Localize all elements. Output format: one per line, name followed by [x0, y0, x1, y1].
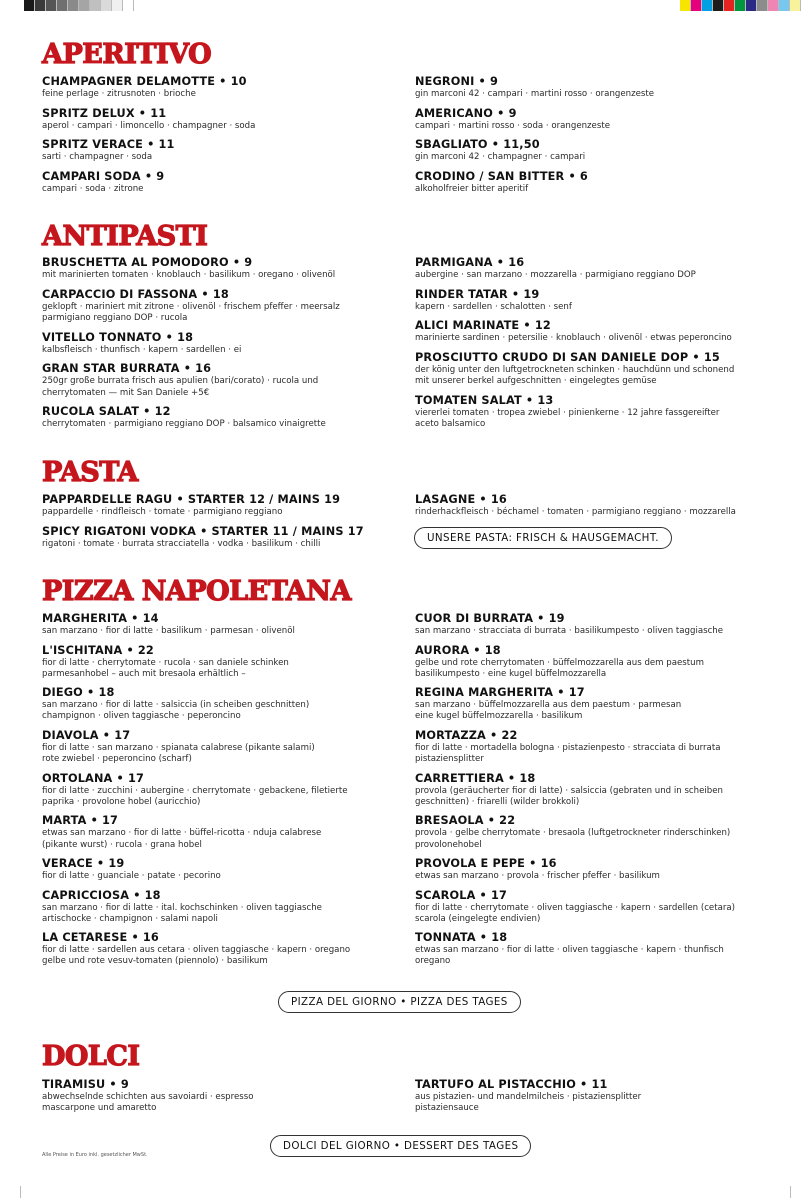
menu-item-name: LASAGNE • 16 — [415, 493, 507, 506]
color-swatch — [691, 0, 702, 11]
menu-item — [415, 644, 780, 680]
menu-item — [415, 319, 780, 344]
menu-item — [415, 170, 780, 195]
menu-item-name: SCAROLA • 17 — [415, 888, 508, 902]
price-footnote: Alle Preise in Euro inkl. gesetzlicher MwSt. — [42, 1152, 148, 1158]
menu-item-description: cherrytomaten · parmigiano reggiano DOP · balsamico vinaigrette — [42, 419, 326, 430]
crop-mark-bottom-left — [20, 1186, 21, 1198]
menu-item-description: sarti · champagner · soda — [42, 152, 153, 163]
menu-item-name: VERACE • 19 — [42, 857, 125, 871]
color-swatch — [123, 0, 134, 11]
menu-item-name: L'ISCHITANA • 22 — [42, 643, 154, 657]
menu-item-name: DIEGO • 18 — [42, 686, 115, 700]
menu-item-description: fior di latte · guanciale · patate · pecorino — [42, 871, 221, 882]
menu-item-description: san marzano · fior di latte · basilikum · parmesan · olivenöl — [42, 626, 295, 636]
menu-item-description: alkoholfreier bitter aperitif — [415, 184, 529, 195]
dessert-of-the-day-badge: DOLCI DEL GIORNO • DESSERT DES TAGES — [270, 1135, 531, 1157]
pasta-left-column — [42, 493, 402, 550]
menu-item-description: gin marconi 42 · champagner · campari — [415, 152, 586, 163]
menu-item-description: kapern · sardellen · schalotten · senf — [415, 301, 572, 312]
menu-item — [415, 256, 780, 281]
menu-item-description: feine perlage · zitrusnoten · brioche — [42, 89, 196, 99]
menu-item — [42, 405, 402, 430]
menu-item-description: campari · soda · zitrone — [42, 184, 144, 195]
pizza-of-the-day-badge: PIZZA DEL GIORNO • PIZZA DES TAGES — [278, 991, 521, 1013]
menu-item-description: provola · gelbe cherrytomate · bresaola (luftgetrockneter rinderschinken) provolonehobel — [415, 828, 731, 850]
color-swatch — [46, 0, 57, 11]
pizza-right-column — [415, 612, 780, 968]
menu-item-name: REGINA MARGHERITA • 17 — [415, 686, 585, 700]
menu-item — [415, 772, 780, 808]
menu-item-name: PARMIGANA • 16 — [415, 256, 525, 269]
menu-item — [415, 288, 780, 313]
aperitivo-left-column — [42, 75, 402, 195]
menu-item-description: fior di latte · mortadella bologna · pistazienpesto · stracciata di burrata pistaziensplitter — [415, 742, 721, 765]
color-swatch — [35, 0, 46, 11]
menu-item-name: BRUSCHETTA AL POMODORO • 9 — [42, 256, 253, 269]
menu-item — [42, 729, 402, 765]
menu-item-name: CRODINO / SAN BITTER • 6 — [415, 170, 588, 184]
color-swatch — [90, 0, 101, 11]
menu-item-description: 250gr große burrata frisch aus apulien (bari/corato) · rucola und cherrytomaten — mit San Daniele +5€ — [42, 376, 319, 398]
menu-item-name: SPICY RIGATONI VODKA • STARTER 11 / MAINS 17 — [42, 524, 364, 538]
menu-item-name: SPRITZ DELUX • 11 — [42, 106, 167, 120]
antipasti-left-column — [42, 256, 402, 430]
menu-item-description: fior di latte · zucchini · aubergine · cherrytomate · gebackene, filetierte paprika · provolone hobel (auricchio) — [42, 785, 348, 807]
section-title-antipasti: ANTIPASTI — [42, 221, 208, 252]
color-swatch — [680, 0, 691, 11]
menu-item-description: campari · martini rosso · soda · orangenzeste — [415, 120, 610, 131]
menu-item-name: CHAMPAGNER DELAMOTTE • 10 — [42, 75, 247, 88]
menu-item-description: rigatoni · tomate · burrata stracciatella · vodka · basilikum · chilli — [42, 538, 321, 549]
color-swatch — [735, 0, 746, 11]
antipasti-right-column — [415, 256, 780, 430]
menu-item — [415, 138, 780, 163]
menu-item — [42, 170, 402, 195]
menu-item-name: GRAN STAR BURRATA • 16 — [42, 362, 212, 376]
menu-item-name: NEGRONI • 9 — [415, 75, 499, 88]
menu-item — [415, 394, 780, 430]
menu-item — [42, 525, 402, 550]
menu-item-name: TOMATEN SALAT • 13 — [415, 394, 554, 408]
menu-item-description: kalbsfleisch · thunfisch · kapern · sardellen · ei — [42, 344, 242, 355]
menu-item-description: san marzano · fior di latte · ital. kochschinken · oliven taggiasche artischocke · champignon · salami napoli — [42, 902, 322, 924]
menu-item-name: TONNATA • 18 — [415, 931, 508, 945]
menu-item — [42, 493, 402, 518]
menu-item — [42, 612, 402, 637]
menu-item — [415, 351, 780, 387]
menu-item — [42, 931, 402, 967]
menu-item — [42, 362, 402, 398]
menu-item-name: VITELLO TONNATO • 18 — [42, 330, 194, 344]
menu-item-description: rinderhackfleisch · béchamel · tomaten · parmigiano reggiano · mozzarella — [415, 507, 736, 517]
menu-item — [42, 138, 402, 163]
color-swatch — [57, 0, 68, 11]
menu-item-description: viererlei tomaten · tropea zwiebel · pinienkerne · 12 jahre fassgereifter aceto balsamico — [415, 408, 720, 430]
menu-item — [415, 107, 780, 132]
menu-item-description: etwas san marzano · fior di latte · büffel-ricotta · nduja calabrese (pikante wurst) · rucola · grana hobel — [42, 828, 322, 850]
section-title-pizza-napoletana: PIZZA NAPOLETANA — [42, 576, 351, 607]
color-swatch — [790, 0, 801, 11]
menu-item-name: CARPACCIO DI FASSONA • 18 — [42, 287, 229, 301]
section-title-dolci: DOLCI — [42, 1041, 140, 1072]
menu-item-description: aubergine · san marzano · mozzarella · parmigiano reggiano DOP — [415, 270, 696, 280]
menu-item-name: TARTUFO AL PISTACCHIO • 11 — [415, 1078, 608, 1091]
grayscale-color-bar — [24, 0, 134, 11]
color-swatch — [768, 0, 779, 11]
color-swatch — [112, 0, 123, 11]
menu-item — [415, 889, 780, 925]
menu-item — [42, 256, 402, 281]
color-swatch — [713, 0, 724, 11]
menu-item — [42, 644, 402, 680]
menu-item — [42, 814, 402, 850]
menu-item-description: fior di latte · cherrytomate · oliven taggiasche · kapern · sardellen (cetara) scarola (eingelegte endivien) — [415, 902, 735, 924]
menu-item — [415, 729, 780, 765]
menu-item-name: RINDER TATAR • 19 — [415, 287, 540, 301]
menu-item — [415, 931, 780, 967]
menu-item — [42, 288, 402, 324]
menu-item — [415, 814, 780, 850]
menu-item-description: gin marconi 42 · campari · martini rosso · orangenzeste — [415, 89, 655, 99]
menu-item-name: MARGHERITA • 14 — [42, 612, 159, 625]
menu-item-name: RUCOLA SALAT • 12 — [42, 405, 171, 419]
color-swatch — [724, 0, 735, 11]
menu-item-name: AURORA • 18 — [415, 643, 501, 657]
menu-item-name: MORTAZZA • 22 — [415, 728, 518, 742]
menu-item — [42, 686, 402, 722]
pizza-left-column — [42, 612, 402, 968]
menu-item — [42, 107, 402, 132]
menu-item-name: MARTA • 17 — [42, 814, 119, 828]
menu-item-name: LA CETARESE • 16 — [42, 931, 159, 945]
menu-item — [42, 857, 402, 882]
menu-item-description: geklopft · mariniert mit zitrone · olivenöl · frischem pfeffer · meersalz parmigiano reggiano DOP · rucola — [42, 301, 340, 323]
color-swatch — [702, 0, 713, 11]
menu-item-name: CAMPARI SODA • 9 — [42, 170, 165, 184]
menu-item-name: SBAGLIATO • 11,50 — [415, 138, 540, 152]
menu-item-description: etwas san marzano · fior di latte · oliven taggiasche · kapern · thunfisch oregano — [415, 945, 724, 967]
menu-item-name: CAPRICCIOSA • 18 — [42, 888, 161, 902]
menu-item-name: BRESAOLA • 22 — [415, 814, 516, 828]
menu-item-description: pappardelle · rindfleisch · tomate · parmigiano reggiano — [42, 507, 283, 517]
menu-item-description: aus pistazien- und mandelmilcheis · pistaziensplitter pistaziensauce — [415, 1092, 642, 1114]
cmyk-color-bar — [680, 0, 801, 11]
menu-item — [415, 686, 780, 722]
menu-item-name: PAPPARDELLE RAGU • STARTER 12 / MAINS 19 — [42, 493, 341, 506]
color-swatch — [779, 0, 790, 11]
menu-item-description: fior di latte · san marzano · spianata calabrese (pikante salami) rote zwiebel · peperoncino (scharf) — [42, 742, 315, 765]
color-swatch — [757, 0, 768, 11]
menu-item — [415, 75, 780, 100]
menu-item-name: CARRETTIERA • 18 — [415, 771, 536, 785]
crop-mark-bottom-right — [790, 1186, 791, 1198]
menu-item-description: san marzano · fior di latte · salsiccia (in scheiben geschnitten) champignon · oliven taggiasche · peperoncino — [42, 700, 310, 722]
menu-item-description: san marzano · stracciata di burrata · basilikumpesto · oliven taggiasche — [415, 626, 724, 636]
color-swatch — [68, 0, 79, 11]
menu-item-name: SPRITZ VERACE • 11 — [42, 138, 175, 152]
menu-item-description: gelbe und rote cherrytomaten · büffelmozzarella aus dem paestum basilikumpesto · eine kugel büffelmozzarella — [415, 657, 704, 679]
menu-item-name: ORTOLANA • 17 — [42, 771, 145, 785]
menu-item — [415, 493, 780, 518]
pasta-homemade-badge: UNSERE PASTA: FRISCH & HAUSGEMACHT. — [414, 527, 672, 549]
menu-item-description: san marzano · büffelmozzarella aus dem paestum · parmesan eine kugel büffelmozzarella · basilikum — [415, 700, 682, 722]
menu-item-name: TIRAMISU • 9 — [42, 1078, 129, 1091]
menu-item-description: etwas san marzano · provola · frischer pfeffer · basilikum — [415, 871, 660, 882]
menu-item-name: PROVOLA E PEPE • 16 — [415, 857, 557, 871]
menu-item-description: der könig unter den luftgetrockneten schinken · hauchdünn und schonend mit unserer berkel aufgeschnitten · eingelegtes gemüse — [415, 365, 735, 387]
aperitivo-right-column — [415, 75, 780, 195]
menu-item-name: ALICI MARINATE • 12 — [415, 319, 551, 333]
pasta-right-column — [415, 493, 780, 518]
menu-item-description: aperol · campari · limoncello · champagner · soda — [42, 120, 256, 131]
color-swatch — [79, 0, 90, 11]
color-swatch — [101, 0, 112, 11]
menu-item — [415, 857, 780, 882]
menu-item-description: abwechselnde schichten aus savoiardi · espresso mascarpone und amaretto — [42, 1092, 254, 1114]
section-title-pasta: PASTA — [42, 457, 138, 488]
menu-item-name: PROSCIUTTO CRUDO DI SAN DANIELE DOP • 15 — [415, 351, 720, 365]
menu-item-description: fior di latte · sardellen aus cetara · oliven taggiasche · kapern · oregano gelbe und rote vesuv-tomaten (piennolo) · basilikum — [42, 945, 351, 967]
menu-item — [42, 331, 402, 356]
dolci-left-column — [42, 1078, 402, 1114]
color-swatch — [746, 0, 757, 11]
menu-item-name: AMERICANO • 9 — [415, 106, 517, 120]
menu-item-name: DIAVOLA • 17 — [42, 728, 131, 742]
menu-item — [42, 772, 402, 808]
menu-item — [42, 75, 402, 100]
menu-item — [415, 612, 780, 637]
menu-item — [42, 889, 402, 925]
menu-item-description: fior di latte · cherrytomate · rucola · san daniele schinken parmesanhobel – auch mit bresaola erhältlich – — [42, 657, 289, 679]
dolci-right-column — [415, 1078, 780, 1114]
menu-item-description: marinierte sardinen · petersilie · knoblauch · olivenöl · etwas peperoncino — [415, 333, 732, 344]
menu-item — [42, 1078, 402, 1114]
section-title-aperitivo: APERITIVO — [42, 39, 212, 70]
menu-item-description: provola (geräucherter fior di latte) · salsiccia (gebraten und in scheiben geschnitten) · friarelli (wilder brokkoli) — [415, 785, 723, 807]
menu-item-name: CUOR DI BURRATA • 19 — [415, 612, 565, 625]
menu-item — [415, 1078, 780, 1114]
color-swatch — [24, 0, 35, 11]
menu-item-description: mit marinierten tomaten · knoblauch · basilikum · oregano · olivenöl — [42, 270, 336, 280]
